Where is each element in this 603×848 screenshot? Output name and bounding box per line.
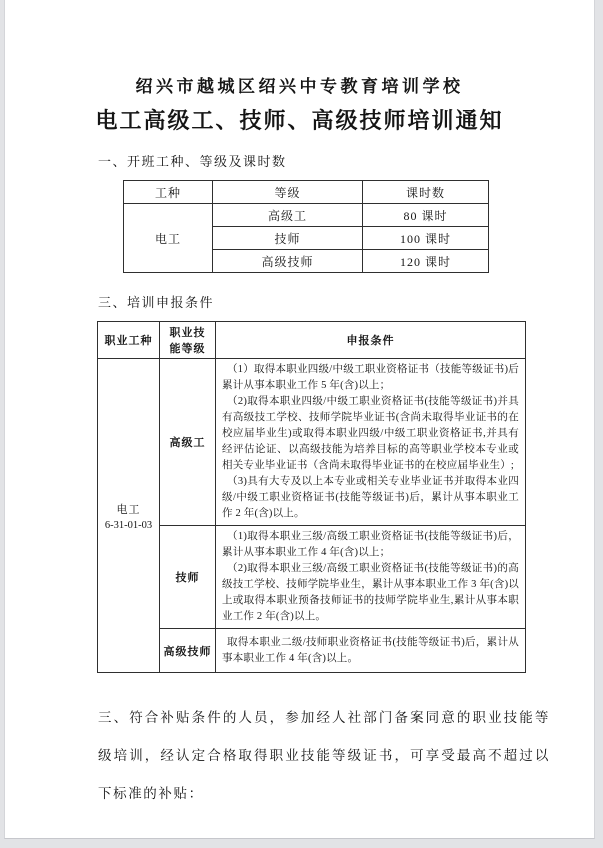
conditions-requirements-cell (216, 526, 526, 629)
document-page (4, 0, 595, 839)
conditions-level-cell: 高级技师 (160, 629, 216, 673)
condition-item: （1）取得本职业四级/中级工职业资格证书（技能等级证书)后累计从事本职业工作 5 年(含)以上； (222, 364, 519, 391)
conditions-requirements-cell (216, 629, 526, 673)
trade-code: 6-31-01-03 (104, 519, 153, 531)
course-header-level: 等级 (213, 181, 363, 204)
condition-item: 取得本职业二级/技师职业资格证书(技能等级证书)后，累计从事本职业工作 4 年(含)以上。 (222, 636, 519, 664)
conditions-level-cell: 技师 (160, 526, 216, 629)
course-level-cell: 技师 (213, 227, 363, 250)
trade-name: 电工 (116, 503, 141, 516)
conditions-header-requirements: 申报条件 (216, 322, 526, 359)
course-level-cell: 高级技师 (213, 250, 363, 273)
conditions-requirements-cell (216, 359, 526, 526)
condition-item: （2)取得本职业四级/中级工职业资格证书(技能等级证书)并具有高级技工学校、技师学院毕业证书(含尚未取得毕业证书的在校应届毕业生)或取得本职业四级/中级工职业资格证书,并具有经评估论证、以高级技能为培养目标的高等职业学校本专业或相关专业毕业证书（含尚未取得毕业证书的在校应届毕业生）; (222, 396, 519, 471)
table-row (98, 359, 526, 526)
section-heading-application-conditions: 三、培训申报条件 (98, 295, 215, 310)
conditions-level-cell: 高级工 (160, 359, 216, 526)
course-table-header-row (124, 181, 489, 204)
table-row (98, 526, 526, 629)
section-heading-class-schedule: 一、开班工种、等级及课时数 (98, 154, 287, 169)
course-header-hours: 课时数 (363, 181, 489, 204)
course-hours-cell: 100 课时 (363, 227, 489, 250)
course-level-cell: 高级工 (213, 204, 363, 227)
condition-item: （1)取得本职业三级/高级工职业资格证书(技能等级证书)后，累计从事本职业工作 4 年(含)以上； (222, 531, 519, 558)
conditions-header-trade: 职业工种 (98, 322, 160, 359)
course-hours-table (123, 180, 489, 273)
application-conditions-table (97, 321, 526, 673)
subsidy-paragraph: 三、符合补贴条件的人员，参加经人社部门备案同意的职业技能等级培训，经认定合格取得职业技能等级证书，可享受最高不超过以下标准的补贴： (98, 710, 550, 801)
course-trade-cell: 电工 (124, 204, 213, 273)
conditions-header-level: 职业技能等级 (160, 322, 216, 359)
table-row (98, 629, 526, 673)
notice-title: 电工高级工、技师、高级技师培训通知 (95, 108, 504, 133)
course-hours-cell: 80 课时 (363, 204, 489, 227)
condition-item: （2)取得本职业三级/高级工职业资格证书(技能等级证书)的高级技工学校、技师学院毕业生，累计从事本职业工作 3 年(含)以上或取得本职业预备技师证书的技师学院毕业生,累计从事本职业工作 2 年(含)以上。 (222, 563, 519, 622)
table-row (124, 204, 489, 227)
condition-item: （3)具有大专及以上本专业或相关专业毕业证书并取得本业四级/中级工职业资格证书(技能等级证书)后，累计从事本职业工作 2 年(含)以上。 (222, 476, 519, 519)
course-header-trade: 工种 (124, 181, 213, 204)
conditions-table-header-row (98, 322, 526, 359)
course-hours-cell: 120 课时 (363, 250, 489, 273)
conditions-trade-cell (98, 359, 160, 673)
school-title: 绍兴市越城区绍兴中专教育培训学校 (135, 77, 464, 96)
